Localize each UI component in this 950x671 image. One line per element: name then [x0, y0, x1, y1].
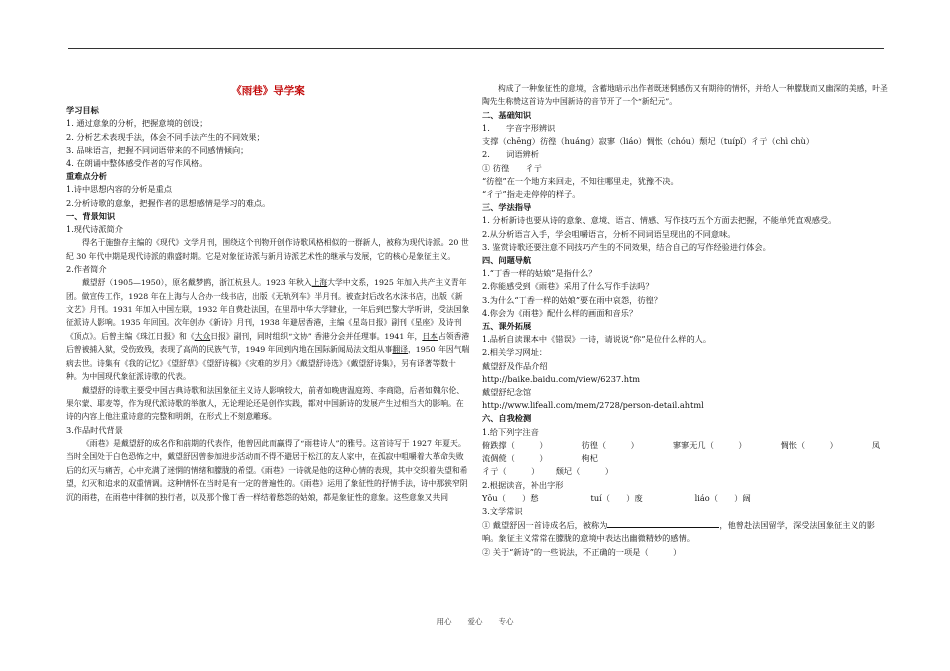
- question-item: 1.“丁香一样的姑娘”是指什么？: [482, 268, 597, 279]
- author-influence-text: 戴望舒的诗歌主要受中国古典诗歌和法国象征主义诗人影响较大，前者如晚唐温庭筠、李商隐，后者如魏尔伦、果尔蒙、耶麦等，作为现代派诗歌的举旗人，无论理论还是创作实践，都对中国新诗的发展产生过相当大的影响。在诗的内容上他注重诗意的完整和明朗，在形式上不刻意雕琢。: [66, 385, 465, 422]
- key-item: 1.诗中思想内容的分析是重点: [66, 184, 173, 195]
- right-column: [482, 82, 888, 559]
- method-item: 1. 分析新诗也要从诗的意象、意境、语言、情感、写作技巧五个方面去把握，不能单凭直观感受。: [482, 215, 837, 226]
- author-text: [66, 276, 470, 383]
- goal-item: 2. 分析艺术表现手法，体会不同手法产生的不同效果；: [66, 131, 265, 142]
- header-rule: [68, 48, 884, 49]
- footer-text: 专心: [498, 617, 514, 626]
- word-definition: “彷徨”在一个地方来回走，不知往哪里走，犹豫不决。: [482, 175, 679, 186]
- basics-heading: 二、基础知识: [482, 109, 532, 120]
- goals-heading: 学习目标: [66, 105, 99, 116]
- extension-item: 戴望舒纪念馆: [482, 387, 532, 398]
- selftest-heading: 六、自我检测: [482, 413, 532, 424]
- pinyin-row: 彳亍（ ） 颓圮（ ）: [482, 466, 614, 477]
- goal-item: 1. 通过意象的分析，把握意境的创设；: [66, 118, 208, 129]
- author-text-part: 日报》副刊，同时组织“文协” 香港分会并任理事。1941 年，: [210, 331, 423, 341]
- test-item: 1.给下列字注音: [482, 426, 539, 437]
- basics-item: 2. 词语辨析: [482, 149, 539, 160]
- method-item: 2.从分析语言入手，学会咀嚼语言，分析不同词语呈现出的不同意味。: [482, 228, 736, 239]
- extension-heading: 五、课外拓展: [482, 321, 532, 332]
- literary-item: ② 关于“新诗”的一些说法，不正确的一项是（ ）: [482, 546, 682, 557]
- literary-item: [482, 518, 888, 545]
- literary-text: ① 戴望舒因一首诗成名后，被称为: [482, 520, 608, 531]
- char-row: [482, 492, 888, 505]
- pinyin-blank: 枸杞: [581, 453, 598, 464]
- key-heading: 重难点分析: [66, 171, 107, 182]
- extension-item: 2.相关学习网址：: [482, 347, 548, 358]
- link-japan[interactable]: 日本: [422, 331, 438, 341]
- url-link[interactable]: http://baike.baidu.com/view/6237.htm: [482, 373, 641, 384]
- link-translation[interactable]: 翻译: [392, 345, 408, 355]
- goal-item: 3. 品味语言，把握不同词语带来的不同感情倾向；: [66, 144, 249, 155]
- extension-item: 戴望舒及作品介绍: [482, 360, 548, 371]
- char-blank: liáo（ ）阔: [694, 492, 751, 503]
- pinyin-blank: 凤流倜傥（ ）: [482, 439, 881, 464]
- author-text-part: ，1950 年因气喘病去世。诗集有《我的记忆》《望舒草》《望舒诗稿》《灾难的岁月》《戴望舒诗选》《戴望舒诗集》，另有译著等数十种。为中国现代象征派诗歌的代表。: [66, 345, 470, 382]
- key-item: 2.分析诗歌的意象，把握作者的思想感情是学习的难点。: [66, 197, 271, 208]
- word-definition: “彳亍”指走走停停的样子。: [482, 189, 581, 200]
- basics-item: 1. 字音字形辨识: [482, 123, 556, 134]
- test-item: 3.文学常识: [482, 505, 523, 516]
- pinyin-blank: 彷徨（ ）: [581, 439, 639, 450]
- poetry-school-text: 得名于施蛰存主编的《现代》文学月刊，围绕这个刊物开创作诗歌风格相似的一群新人，被称为现代诗派。20 世纪 30 年代中期是现代诗派的鼎盛时期。它是对象征诗派与新月诗派艺术性的继承与发展，它的核心是象征主义。: [66, 238, 469, 261]
- footer-text: 爱心: [467, 617, 483, 626]
- background-heading: 一、背景知识: [66, 210, 116, 221]
- pinyin-blank: 俯跌撑（ ）: [482, 439, 548, 450]
- left-column: [66, 80, 470, 504]
- fill-blank[interactable]: [607, 518, 719, 528]
- url-link[interactable]: http://www.lifeall.com/mem/2728/person-detail.ahtml: [482, 400, 704, 411]
- method-item: 3. 鉴赏诗歌还要注意不同技巧产生的不同效果，结合自己的写作经验进行体会。: [482, 241, 771, 252]
- char-blank: tuí（ ）废: [590, 492, 643, 503]
- pronunciation-list: 支撑（chēng）彷徨（huáng）寂寥（liáo）惆怅（chóu）颓圮（tuípǐ）彳亍（chì chù）: [482, 136, 815, 147]
- question-item: 4.你会为《雨巷》配什么样的画面和音乐？: [482, 307, 638, 318]
- word-pair: ① 彷徨 彳亍: [482, 162, 542, 173]
- test-item: 2.根据读音，补出字形: [482, 479, 564, 490]
- author-text-part: 占领香港后曾被捕入狱，受伤致残，表现了高尚的民族气节，1949 年回到内地在国际新闻局法文组从事: [66, 331, 470, 355]
- extension-item: 1.品析自读课本中《错误》一诗，请说说“你”是位什么样的人。: [482, 334, 712, 345]
- question-item: 3.为什么“丁香一样的姑娘”要在雨中哀怨，彷徨？: [482, 294, 662, 305]
- question-item: 2.你能感受到《雨巷》采用了什么写作手法吗？: [482, 281, 654, 292]
- pinyin-row: [482, 439, 888, 465]
- link-dazhong[interactable]: 大众: [194, 331, 211, 341]
- page-title: 《雨巷》导学案: [231, 85, 305, 97]
- literary-text: ，他曾赴法国留学，深受法国象征主义的影响。象征主义常常在朦胧的意境中表达出幽微精妙的感情。: [482, 520, 875, 544]
- questions-heading: 四、问题导航: [482, 255, 532, 266]
- footer-text: 用心: [436, 617, 452, 626]
- background-text: 《雨巷》是戴望舒的成名作和前期的代表作，他曾因此而赢得了“雨巷诗人”的雅号。这首诗写于 1927 年夏天。当时全国处于白色恐怖之中，戴望舒因曾参加进步活动而不得不避居于松江的友人家中，在孤寂中咀嚼着大革命失败后的幻灭与痛苦，心中充满了迷惘的情绪和朦胧的希望。《雨巷》一诗就是他的这种心情的表现，其中交织着失望和希望，幻灭和追求的双重情调。这种情怀在当时是有一定的普遍性的。《雨巷》运用了象征性的抒情手法，诗中那狭窄阴沉的雨巷，在雨巷中徘徊的独行者，以及那个像丁香一样结着愁怨的姑娘，都是象征性的意象。这些意象又共同: [66, 438, 468, 502]
- char-blank: Yōu（ ）愁: [482, 492, 539, 503]
- method-heading: 三、学法指导: [482, 202, 532, 213]
- section-poetry-school: 1.现代诗派简介: [66, 224, 123, 235]
- pinyin-blank: 惆怅（ ）: [780, 439, 838, 450]
- section-author: 2.作者简介: [66, 264, 107, 275]
- footer: [0, 616, 950, 627]
- pinyin-blank: 寥寥无几（ ）: [672, 439, 747, 450]
- background-text-continued: 构成了一种象征性的意境，含蓄地暗示出作者既迷惘感伤又有期待的情怀，并给人一种朦胧而又幽深的美感，叶圣陶先生称赞这首诗为中国新诗的音节开了一个“新纪元”。: [482, 84, 888, 107]
- section-background: 3.作品时代背景: [66, 424, 123, 435]
- author-text-part: 大学中文系，1925 年加入共产主义青年团。做宣传工作，1928 年在上海与人合办一线书店，出版《无轨列车》半月刊。被查封后改名水沫书店，出版《新文艺》月刊。1931 年加入中国左联，1932 年自费赴法国，在里昂中华大学肄业，一年后到巴黎大学听讲，受法国象征派诗人影响。1935 年回国。次年创办《新诗》月刊，1938 年避居香港，主编《星岛日报》副刊《星座》及诗刊《顶点》。后曾主编《珠江日报》和《: [66, 278, 470, 341]
- goal-item: 4. 在朗诵中整体感受作者的写作风格。: [66, 158, 208, 169]
- author-text-part: 戴望舒（1905—1950），原名戴梦鸥，浙江杭县人。1923 年秋入: [82, 278, 312, 288]
- link-shanghai[interactable]: 上海: [311, 278, 328, 288]
